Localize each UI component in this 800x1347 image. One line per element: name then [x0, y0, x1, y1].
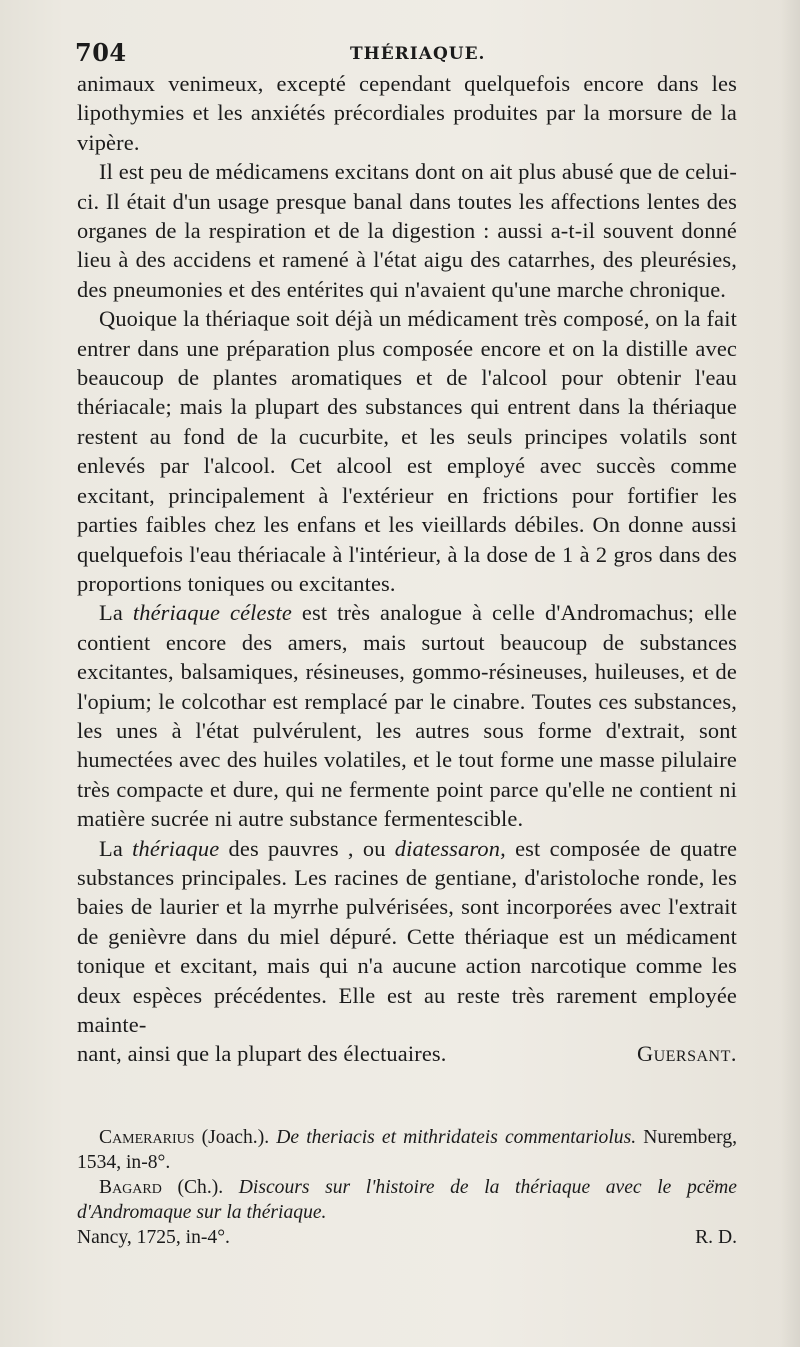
paragraph-theriaque-pauvres [77, 834, 737, 1040]
paragraph-abuse: Il est peu de médicamens excitans dont on ait plus abusé que de celui-ci. Il était d'un usage presque banal dans toutes les affections lentes des organes de la respiration et de la digestion : aussi a-t-il souvent donné lieu à des accidens et ramené à l'état aigu des catarrhes, des pleurésies, des pneumonies et des entérites qui n'avaient qu'une marche chronique. [77, 159, 737, 302]
bibliography-entry [77, 1125, 737, 1175]
ref-title: De theriacis et mithridateis commentariolus. [276, 1127, 637, 1148]
text-segment: des pauvres , ou [228, 835, 386, 861]
text-segment: est composée de quatre substances principales. Les racines de gentiane, d'aristoloche ronde, les baies de laurier et la myrrhe pulvérisées, sont incorporées avec l'extrait de genièvre dans du miel dépuré. Cette thériaque est un médicament tonique et excitant, mais qui n'a aucune action narcotique comme les deux espèces précédentes. Elle est au reste très rarement employée mainte- [77, 835, 738, 1037]
author-signature: Guersant. [636, 1041, 737, 1067]
bibliography-last-line [77, 1225, 737, 1250]
ref-publication: Nuremberg, 1534, in-8°. [77, 1127, 738, 1173]
term-theriaque-celeste: thériaque céleste [132, 600, 292, 626]
page-header [75, 34, 735, 74]
term-theriaque: thériaque [132, 835, 220, 861]
term-diatessaron: diatessaron, [394, 835, 506, 861]
paragraph-continuation: animaux venimeux, excepté cependant quelquefois encore dans les lipothymies et les anxiétés précordiales produites par la morsure de la vipère. [77, 71, 737, 155]
section-signature: R. D. [695, 1227, 737, 1248]
paragraph-eau-theriacale: Quoique la thériaque soit déjà un médicament très composé, on la fait entrer dans une préparation plus composée encore et on la distille avec beaucoup de plantes aromatiques et de l'alcool pour obtenir l'eau thériacale; mais la plupart des substances qui entrent dans la thériaque restent au fond de la cucurbite, et les seuls principes volatils sont enlevés par l'alcool. Cet alcool est employé avec succès comme excitant, principalement à l'extérieur en frictions pour fortifier les parties faibles chez les enfans et les vieillards débiles. On donne aussi quelquefois l'eau thériacale à l'intérieur, à la dose de 1 à 2 gros dans des proportions toniques ou excitantes. [77, 306, 737, 596]
closing-text: nant, ainsi que la plupart des électuaires. [77, 1041, 447, 1067]
ref-author-initials: (Ch.). [177, 1177, 224, 1198]
bibliography-entry [77, 1175, 737, 1225]
ref-author: Bagard [99, 1177, 162, 1198]
page-number: 704 [75, 38, 127, 67]
ref-author-initials: (Joach.). [201, 1127, 270, 1148]
text-segment: La [99, 600, 123, 626]
ref-publication: Nancy, 1725, in-4°. [77, 1227, 230, 1248]
closing-line [77, 1039, 737, 1068]
running-title: THÉRIAQUE. [350, 44, 486, 64]
text-segment: est très analogue à celle d'Andromachus; elle contient encore des amers, mais surtout beaucoup de substances excitantes, balsamiques, résineuses, gommo-résineuses, huileuses, et de l'opium; le colcothar est remplacé par le cinabre. Toutes ces substances, les unes à l'état pulvérulent, les autres sous forme d'extrait, sont humectées avec des huiles volatiles, et le tout forme une masse pilulaire très compacte et dure, qui ne fermente point parce qu'elle ne contient ni matière sucrée ni autre substance fermentescible. [77, 600, 738, 832]
ref-title: Discours sur l'histoire de la thériaque avec le pcëme d'Andromaque sur la thériaque. [77, 1177, 737, 1223]
page-edge-shadow [780, 0, 800, 1347]
ref-author: Camerarius [99, 1127, 195, 1148]
paragraph-theriaque-celeste [77, 598, 737, 833]
article-body [77, 69, 737, 1069]
bibliography [77, 1125, 737, 1250]
text-segment: La [99, 835, 123, 861]
